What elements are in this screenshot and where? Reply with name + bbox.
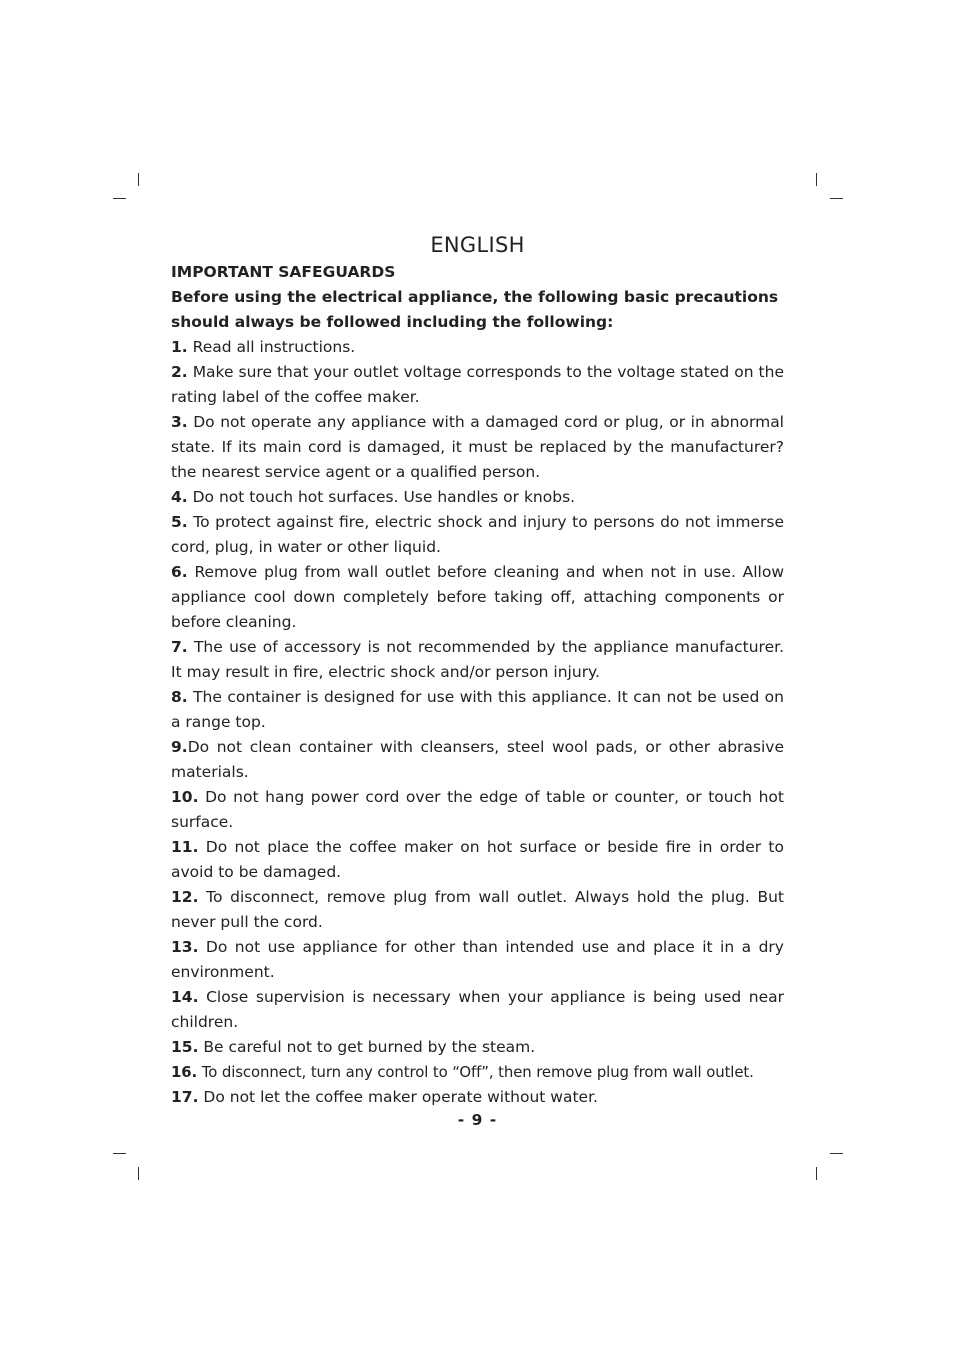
item-text: Read all instructions. xyxy=(192,338,356,356)
list-item xyxy=(171,410,784,485)
list-item xyxy=(171,785,784,835)
safeguards-list xyxy=(171,335,784,1110)
item-number: 1. xyxy=(171,338,188,356)
list-item xyxy=(171,635,784,685)
list-item xyxy=(171,835,784,885)
item-text: To disconnect, remove plug from wall outlet. Always hold the plug. But never pull the cord. xyxy=(171,888,784,931)
list-item xyxy=(171,735,784,785)
item-text: Make sure that your outlet voltage corresponds to the voltage stated on the rating label of the coffee maker. xyxy=(171,363,784,406)
section-heading: IMPORTANT SAFEGUARDS xyxy=(171,263,396,281)
item-number: 14. xyxy=(171,988,199,1006)
item-number: 6. xyxy=(171,563,188,581)
list-item xyxy=(171,335,784,360)
page-number: - 9 - xyxy=(457,1111,498,1129)
item-number: 17. xyxy=(171,1088,199,1106)
list-item xyxy=(171,1085,784,1110)
crop-mark xyxy=(830,1153,843,1154)
item-number: 8. xyxy=(171,688,188,706)
list-item xyxy=(171,360,784,410)
item-text: Remove plug from wall outlet before cleaning and when not in use. Allow appliance cool down completely before taking off, attaching components or before cleaning. xyxy=(171,563,784,631)
item-number: 16. xyxy=(171,1063,198,1081)
crop-mark xyxy=(113,1153,126,1154)
list-item xyxy=(171,560,784,635)
crop-mark xyxy=(138,173,139,186)
list-item xyxy=(171,1060,784,1085)
list-item xyxy=(171,985,784,1035)
item-text: The use of accessory is not recommended by the appliance manufacturer. It may result in fire, electric shock and/or person injury. xyxy=(171,638,784,681)
item-number: 12. xyxy=(171,888,199,906)
intro-text: Before using the electrical appliance, the following basic precautions should always be followed including the following: xyxy=(171,288,779,331)
list-item xyxy=(171,510,784,560)
item-number: 7. xyxy=(171,638,188,656)
item-number: 3. xyxy=(171,413,188,431)
page-content xyxy=(171,232,784,1130)
item-text: Do not let the coffee maker operate without water. xyxy=(203,1088,598,1106)
item-text: To protect against fire, electric shock and injury to persons do not immerse cord, plug, in water or other liquid. xyxy=(171,513,784,556)
item-number: 11. xyxy=(171,838,199,856)
item-text: Be careful not to get burned by the steam. xyxy=(203,1038,536,1056)
list-item xyxy=(171,1035,784,1060)
item-number: 10. xyxy=(171,788,199,806)
item-text: Do not clean container with cleansers, steel wool pads, or other abrasive materials. xyxy=(171,738,784,781)
crop-mark xyxy=(138,1167,139,1180)
language-title: ENGLISH xyxy=(430,233,525,257)
item-text: Do not use appliance for other than intended use and place it in a dry environment. xyxy=(171,938,784,981)
crop-mark xyxy=(113,198,126,199)
item-number: 9. xyxy=(171,738,188,756)
item-text: To disconnect, turn any control to “Off”, then remove plug from wall outlet. xyxy=(201,1063,754,1081)
crop-mark xyxy=(830,198,843,199)
item-text: Close supervision is necessary when your appliance is being used near children. xyxy=(171,988,784,1031)
item-number: 4. xyxy=(171,488,188,506)
item-number: 13. xyxy=(171,938,199,956)
item-text: Do not place the coffee maker on hot surface or beside fire in order to avoid to be damaged. xyxy=(171,838,784,881)
list-item xyxy=(171,685,784,735)
list-item xyxy=(171,485,784,510)
list-item xyxy=(171,935,784,985)
item-number: 5. xyxy=(171,513,188,531)
crop-mark xyxy=(816,1167,817,1180)
list-item xyxy=(171,885,784,935)
crop-mark xyxy=(816,173,817,186)
item-text: Do not operate any appliance with a damaged cord or plug, or in abnormal state. If its main cord is damaged, it must be replaced by the manufacturer?the nearest service agent or a qualified person. xyxy=(171,413,784,481)
item-number: 2. xyxy=(171,363,188,381)
item-text: Do not hang power cord over the edge of table or counter, or touch hot surface. xyxy=(171,788,784,831)
item-text: The container is designed for use with this appliance. It can not be used on a range top. xyxy=(171,688,784,731)
item-text: Do not touch hot surfaces. Use handles or knobs. xyxy=(192,488,576,506)
item-number: 15. xyxy=(171,1038,199,1056)
